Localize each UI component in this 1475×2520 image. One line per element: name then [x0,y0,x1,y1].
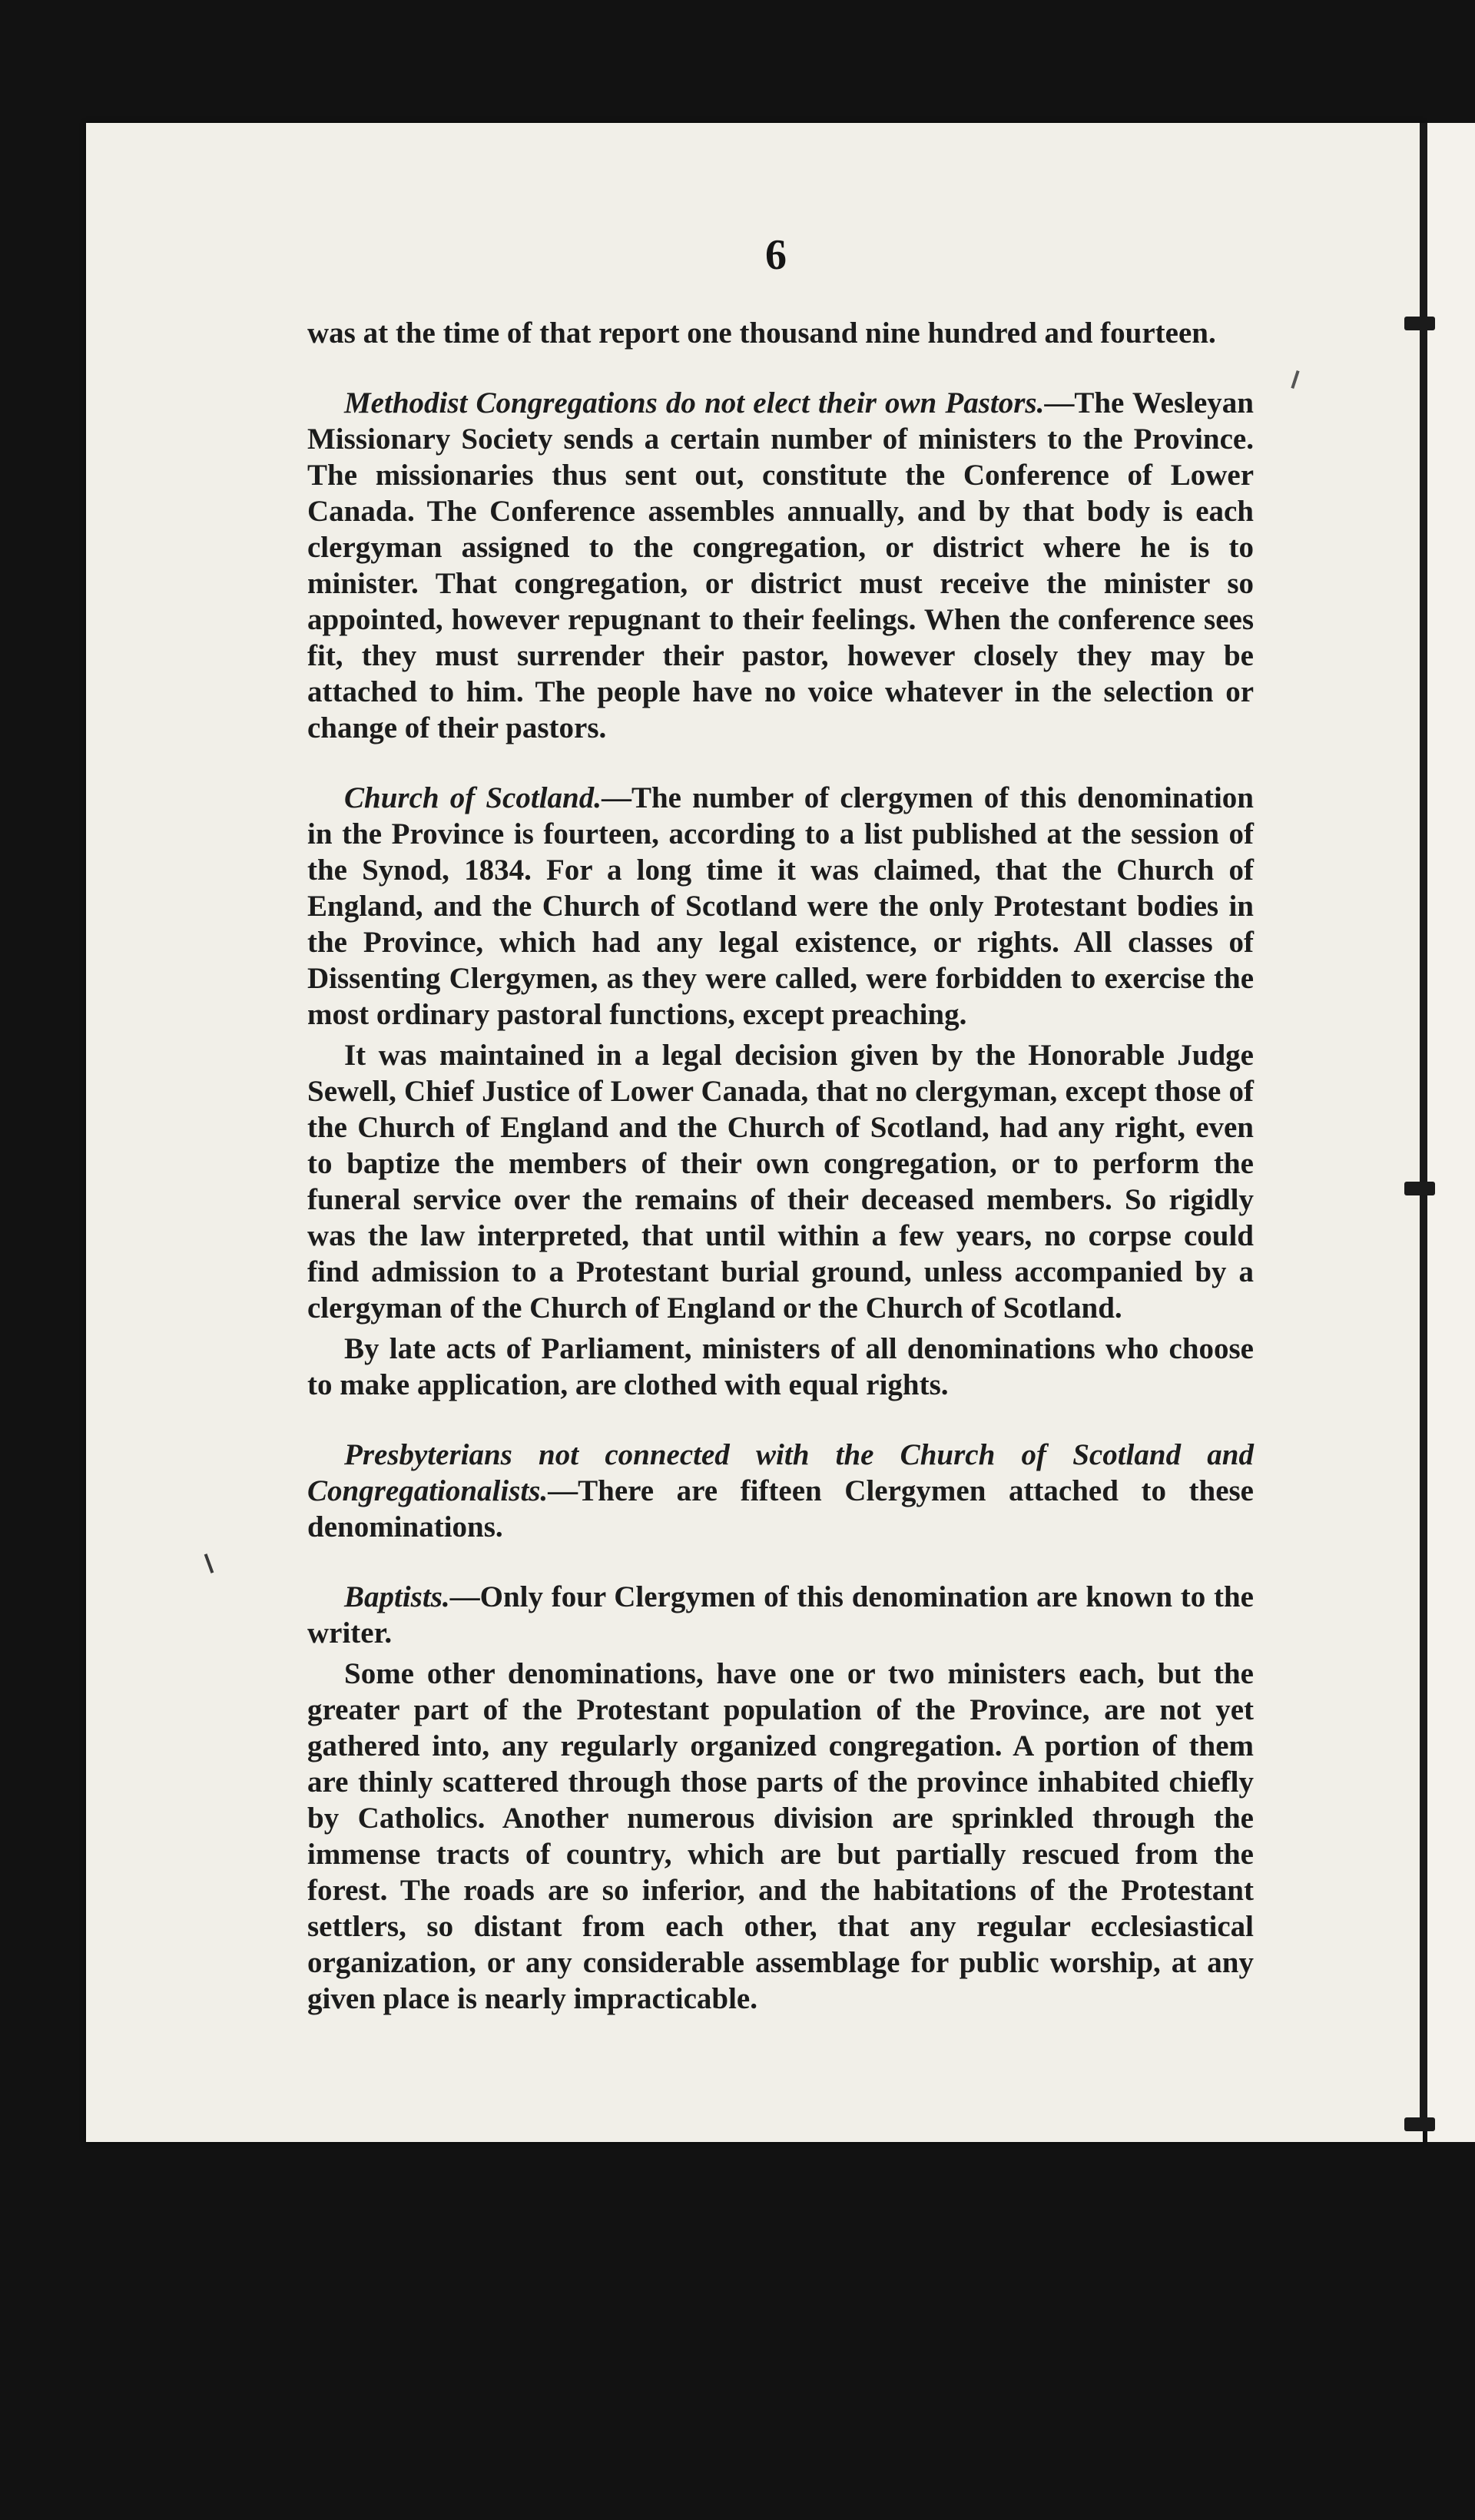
facing-page-edge [1427,123,1475,2142]
paragraph-continuation: was at the time of that report one thousand nine hundred and fourteen. [307,317,1216,350]
binding-mark [1404,317,1435,330]
paragraph-presbyterians [307,1437,1254,1545]
paragraph-heading: Baptists. [344,1580,450,1613]
binding-mark [1404,2117,1435,2131]
page-gutter-line [1420,123,1427,2120]
binding-mark [1404,1182,1435,1195]
page-body [307,315,1254,2017]
paragraph-text: —The number of clergymen of this denomination in the Province is fourteen, according to a list published at the session of the Synod, 1834. For a long time it was claimed, that the Church of England, and the Church of Scotland were the only Protestant bodies in the Province, which had any legal existence, or rights. All classes of Dissenting Clergymen, as they were called, were forbidden to exercise the most ordinary pastoral functions, except preaching. [307,781,1254,1031]
paragraph-church-of-scotland [307,780,1254,1033]
paragraph-text: —The Wesleyan Missionary Society sends a certain number of ministers to the Province. The missionaries thus sent out, constitute the Conference of Lower Canada. The Conference assembles annually, and by that body is each clergyman assigned to the congregation, or district where he is to minister. That congregation, or district must receive the minister so appointed, however repugnant to their feelings. When the conference sees fit, they must surrender their pastor, however closely they may be attached to him. The people have no voice whatever in the selection or change of their pastors. [307,386,1254,744]
paragraph-text: —There are fifteen Clergymen attached to these denominations. [307,1474,1254,1544]
page-number: 6 [765,231,787,279]
paragraph-acts-of-parliament: By late acts of Parliament, ministers of all denominations who choose to make application, are clothed with equal rights. [307,1332,1254,1401]
paragraph-baptists [307,1579,1254,1651]
paragraph-heading: Presbyterians not connected with the Church of Scotland and Congregationalists. [307,1438,1254,1507]
paragraph-methodist [307,385,1254,746]
paragraph-text: —Only four Clergymen of this denomination are known to the writer. [307,1580,1254,1650]
paragraph-heading: Church of Scotland. [344,781,602,814]
paragraph-legal-decision: It was maintained in a legal decision given by the Honorable Judge Sewell, Chief Justice of Lower Canada, that no clergyman, except those of the Church of England and the Church of Scotland, had any right, even to baptize the members of their own congregation, or to perform the funeral service over the remains of their deceased members. So rigidly was the law interpreted, that until within a few years, no corpse could find admission to a Protestant burial ground, unless accompanied by a clergyman of the Church of England or the Church of Scotland. [307,1039,1254,1325]
paragraph-other-denominations: Some other denominations, have one or two ministers each, but the greater part of the Protestant population of the Province, are not yet gathered into, any regularly organized congregation. A portion of them are thinly scattered through those parts of the province inhabited chiefly by Catholics. Another numerous division are sprinkled through the immense tracts of country, which are but partially rescued from the forest. The roads are so inferior, and the habitations of the Protestant settlers, so distant from each other, that any regular ecclesiastical organization, or any considerable assemblage for public worship, at any given place is nearly impracticable. [307,1657,1254,2015]
paragraph-heading: Methodist Congregations do not elect their own Pastors. [344,386,1045,419]
